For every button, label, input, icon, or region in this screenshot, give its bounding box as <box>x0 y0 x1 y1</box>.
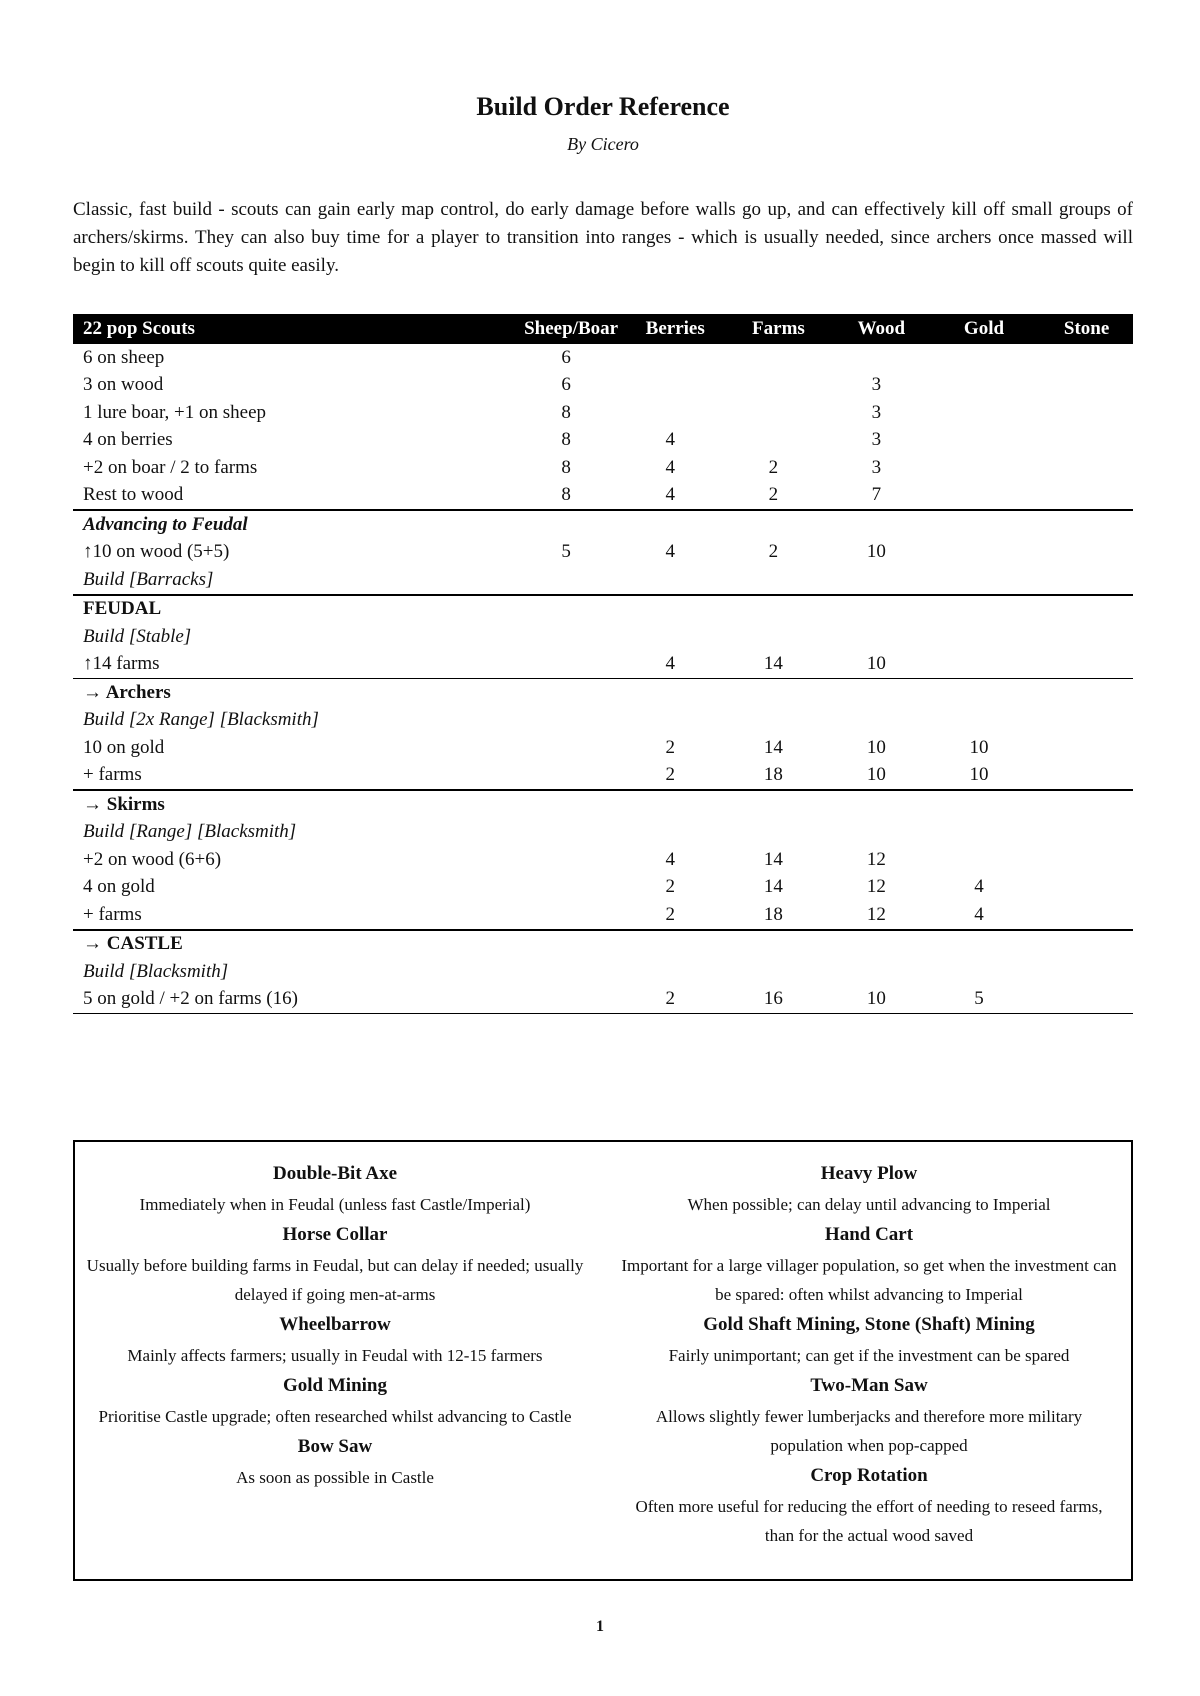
wood-cell <box>825 930 928 959</box>
sheep-cell <box>514 986 619 1014</box>
step-cell: 4 on berries <box>83 429 173 451</box>
gold-cell <box>928 790 1030 819</box>
stone-cell <box>1030 958 1133 986</box>
sheep-cell: 8 <box>561 401 571 423</box>
sheep-cell <box>514 846 619 874</box>
sheep-cell <box>514 874 619 902</box>
stone-cell <box>1030 819 1133 847</box>
berries-cell <box>619 819 722 847</box>
gold-cell <box>928 510 1030 539</box>
farms-cell: 18 <box>722 762 825 791</box>
tech-column-right <box>609 1158 1129 1550</box>
wood-cell: 3 <box>871 429 882 451</box>
berries-cell <box>619 623 722 651</box>
table-row <box>73 623 1133 651</box>
farms-cell: 14 <box>763 736 783 758</box>
table-row <box>73 819 1133 847</box>
gold-cell <box>928 372 1030 400</box>
farms-cell: 14 <box>722 651 825 679</box>
gold-cell <box>928 454 1030 482</box>
step-cell: 10 on gold <box>83 736 165 758</box>
farms-cell <box>722 399 825 427</box>
step-cell: → CASTLE <box>83 933 183 955</box>
step-cell: +2 on boar / 2 to farms <box>83 456 258 478</box>
stone-cell <box>1030 510 1133 539</box>
step-cell: Build [Blacksmith] <box>83 960 229 982</box>
farms-cell <box>722 510 825 539</box>
berries-cell <box>619 790 722 819</box>
sheep-cell <box>514 819 619 847</box>
step-cell: Rest to wood <box>73 482 514 511</box>
farms-cell: 16 <box>722 986 825 1014</box>
farms-cell <box>722 930 825 959</box>
step-cell: 3 on wood <box>83 374 164 396</box>
berries-cell: 2 <box>619 986 722 1014</box>
table-row <box>73 427 1133 455</box>
stone-cell <box>1030 595 1133 624</box>
sheep-cell <box>514 595 619 624</box>
berries-cell <box>619 707 722 735</box>
gold-cell: 10 <box>969 736 989 758</box>
wood-cell <box>825 819 928 847</box>
header-wood: Wood <box>825 314 928 344</box>
step-cell: 1 lure boar, +1 on sheep <box>83 401 267 423</box>
tech-reference-box <box>73 1140 1133 1581</box>
wood-cell: 10 <box>866 736 886 758</box>
farms-cell <box>722 566 825 595</box>
header-stone: Stone <box>1030 314 1133 344</box>
wood-cell: 10 <box>825 651 928 679</box>
table-row <box>73 539 1133 567</box>
farms-cell <box>722 958 825 986</box>
tech-description: Important for a large villager population, so get when the investment can be spared: often whilst advancing to Imperial <box>621 1256 1117 1304</box>
author-byline: By Cicero <box>567 134 639 154</box>
tech-name: Horse Collar <box>282 1224 388 1245</box>
table-row <box>73 651 1133 679</box>
table-row <box>73 734 1133 762</box>
wood-cell: 10 <box>825 986 928 1014</box>
tech-name: Gold Mining <box>283 1375 387 1396</box>
tech-name: Bow Saw <box>297 1436 373 1457</box>
header-sheep-boar: Sheep/Boar <box>514 314 619 344</box>
step-cell: 4 on gold <box>83 876 155 898</box>
gold-cell <box>928 819 1030 847</box>
wood-cell: 7 <box>825 482 928 511</box>
wood-cell: 12 <box>866 848 886 870</box>
tech-description: Often more useful for reducing the effort of needing to reseed farms, than for the actual wood saved <box>635 1497 1103 1545</box>
farms-cell <box>722 372 825 400</box>
sheep-cell <box>514 734 619 762</box>
step-cell: ↑10 on wood (5+5) <box>83 541 230 563</box>
farms-cell: 2 <box>768 456 779 478</box>
berries-cell <box>619 958 722 986</box>
gold-cell <box>928 566 1030 595</box>
build-order-table <box>73 314 1133 1014</box>
sheep-cell: 6 <box>561 374 571 396</box>
sheep-cell <box>514 901 619 930</box>
tech-column-left <box>75 1158 595 1492</box>
wood-cell <box>825 344 928 372</box>
stone-cell <box>1030 762 1133 791</box>
stone-cell <box>1030 707 1133 735</box>
step-cell: Build [Range] [Blacksmith] <box>83 821 297 843</box>
gold-cell <box>928 930 1030 959</box>
tech-description: Allows slightly fewer lumberjacks and therefore more military population when pop-capped <box>655 1407 1083 1455</box>
table-row <box>73 482 1133 511</box>
farms-cell: 2 <box>768 541 779 563</box>
stone-cell <box>1030 846 1133 874</box>
table-row <box>73 790 1133 819</box>
gold-cell <box>928 623 1030 651</box>
berries-cell <box>619 344 722 372</box>
berries-cell <box>619 930 722 959</box>
wood-cell <box>825 958 928 986</box>
table-row <box>73 566 1133 595</box>
stone-cell <box>1030 734 1133 762</box>
gold-cell <box>928 707 1030 735</box>
tech-description: Immediately when in Feudal (unless fast Castle/Imperial) <box>139 1195 531 1214</box>
berries-cell: 4 <box>665 848 675 870</box>
farms-cell <box>722 707 825 735</box>
stone-cell <box>1030 651 1133 679</box>
step-cell: ↑14 farms <box>73 651 514 679</box>
step-cell: Build [Barracks] <box>73 566 514 595</box>
step-cell: 5 on gold / +2 on farms (16) <box>73 986 514 1014</box>
table-row <box>73 595 1133 624</box>
berries-cell: 2 <box>619 762 722 791</box>
step-cell: + farms <box>73 762 514 791</box>
step-cell: Build [2x Range] [Blacksmith] <box>83 709 319 731</box>
table-body <box>73 344 1133 1014</box>
wood-cell <box>825 623 928 651</box>
page-number: 1 <box>596 1618 604 1635</box>
wood-cell <box>825 790 928 819</box>
gold-cell: 4 <box>974 876 984 898</box>
farms-cell: 2 <box>722 482 825 511</box>
sheep-cell <box>514 958 619 986</box>
sheep-cell <box>514 510 619 539</box>
wood-cell <box>825 595 928 624</box>
tech-name: Heavy Plow <box>820 1163 918 1184</box>
farms-cell <box>722 427 825 455</box>
berries-cell: 2 <box>619 901 722 930</box>
berries-cell <box>619 566 722 595</box>
tech-description: When possible; can delay until advancing to Imperial <box>687 1195 1051 1214</box>
header-farms: Farms <box>722 314 825 344</box>
sheep-cell: 8 <box>561 429 571 451</box>
berries-cell: 4 <box>665 541 675 563</box>
step-cell: → Skirms <box>83 793 165 815</box>
sheep-cell <box>514 679 619 707</box>
table-row <box>73 930 1133 959</box>
table-row <box>73 707 1133 735</box>
stone-cell <box>1030 930 1133 959</box>
tech-name: Hand Cart <box>824 1224 914 1245</box>
stone-cell <box>1030 344 1133 372</box>
table-row <box>73 399 1133 427</box>
gold-cell <box>928 427 1030 455</box>
wood-cell: 3 <box>871 401 882 423</box>
sheep-cell <box>514 651 619 679</box>
table-row <box>73 344 1133 372</box>
gold-cell <box>928 958 1030 986</box>
berries-cell <box>619 510 722 539</box>
tech-description: Usually before building farms in Feudal, but can delay if needed; usually delayed if going men-at-arms <box>86 1256 584 1304</box>
wood-cell <box>825 679 928 707</box>
gold-cell: 5 <box>928 986 1030 1014</box>
farms-cell: 18 <box>722 901 825 930</box>
stone-cell <box>1030 901 1133 930</box>
table-row <box>73 901 1133 930</box>
page-title: Build Order Reference <box>476 92 730 121</box>
stone-cell <box>1030 482 1133 511</box>
wood-cell <box>825 566 928 595</box>
tech-description: Fairly unimportant; can get if the investment can be spared <box>668 1346 1070 1365</box>
table-row <box>73 372 1133 400</box>
sheep-cell: 5 <box>561 541 571 563</box>
farms-cell <box>722 623 825 651</box>
gold-cell <box>928 539 1030 567</box>
wood-cell: 12 <box>825 901 928 930</box>
sheep-cell: 8 <box>514 482 619 511</box>
gold-cell <box>928 482 1030 511</box>
tech-name: Wheelbarrow <box>279 1314 391 1335</box>
berries-cell: 4 <box>665 429 675 451</box>
table-row <box>73 762 1133 791</box>
tech-name: Gold Shaft Mining, Stone (Shaft) Mining <box>703 1314 1035 1335</box>
wood-cell: 3 <box>871 456 882 478</box>
sheep-cell <box>514 790 619 819</box>
farms-cell <box>722 344 825 372</box>
gold-cell <box>928 344 1030 372</box>
stone-cell <box>1030 399 1133 427</box>
berries-cell: 4 <box>619 651 722 679</box>
intro-paragraph: Classic, fast build - scouts can gain early map control, do early damage before walls go up, and can effectively kill off small groups of archers/skirms. They can also buy time for a player to transition into ranges - which is usually needed, since archers once massed will begin to kill off scouts quite easily. <box>73 199 1133 276</box>
header-gold: Gold <box>928 314 1030 344</box>
farms-cell: 14 <box>763 876 783 898</box>
stone-cell <box>1030 539 1133 567</box>
berries-cell: 4 <box>619 482 722 511</box>
wood-cell: 12 <box>866 876 886 898</box>
berries-cell: 4 <box>665 456 675 478</box>
gold-cell: 4 <box>928 901 1030 930</box>
gold-cell <box>928 651 1030 679</box>
header-build: 22 pop Scouts <box>73 314 514 344</box>
farms-cell <box>722 595 825 624</box>
step-cell: → Archers <box>83 681 171 703</box>
table-row <box>73 454 1133 482</box>
sheep-cell: 8 <box>561 456 571 478</box>
stone-cell <box>1030 623 1133 651</box>
sheep-cell <box>514 566 619 595</box>
berries-cell: 2 <box>665 876 675 898</box>
wood-cell: 10 <box>825 762 928 791</box>
berries-cell: 2 <box>665 736 675 758</box>
wood-cell <box>825 510 928 539</box>
berries-cell <box>619 679 722 707</box>
stone-cell <box>1030 790 1133 819</box>
table-row <box>73 679 1133 707</box>
sheep-cell <box>514 930 619 959</box>
berries-cell <box>619 399 722 427</box>
wood-cell: 10 <box>866 541 886 563</box>
sheep-cell <box>514 707 619 735</box>
gold-cell <box>928 679 1030 707</box>
farms-cell: 14 <box>763 848 783 870</box>
step-cell: +2 on wood (6+6) <box>83 848 222 870</box>
table-row <box>73 846 1133 874</box>
tech-name: Crop Rotation <box>810 1465 928 1486</box>
stone-cell <box>1030 427 1133 455</box>
step-cell: + farms <box>73 901 514 930</box>
wood-cell: 3 <box>871 374 882 396</box>
table-row <box>73 986 1133 1014</box>
stone-cell <box>1030 454 1133 482</box>
step-cell: FEUDAL <box>83 598 162 620</box>
stone-cell <box>1030 874 1133 902</box>
sheep-cell <box>514 623 619 651</box>
header-berries: Berries <box>619 314 722 344</box>
tech-description: Prioritise Castle upgrade; often researched whilst advancing to Castle <box>98 1407 572 1426</box>
table-row <box>73 958 1133 986</box>
step-cell: 6 on sheep <box>83 346 165 368</box>
table-row <box>73 510 1133 539</box>
gold-cell <box>928 846 1030 874</box>
stone-cell <box>1030 566 1133 595</box>
stone-cell <box>1030 986 1133 1014</box>
gold-cell: 10 <box>928 762 1030 791</box>
berries-cell <box>619 372 722 400</box>
farms-cell <box>722 790 825 819</box>
sheep-cell <box>514 762 619 791</box>
sheep-cell: 6 <box>561 346 571 368</box>
farms-cell <box>722 679 825 707</box>
tech-name: Double-Bit Axe <box>272 1163 398 1184</box>
table-row <box>73 874 1133 902</box>
stone-cell <box>1030 679 1133 707</box>
stone-cell <box>1030 372 1133 400</box>
gold-cell <box>928 399 1030 427</box>
tech-name: Two-Man Saw <box>810 1375 928 1396</box>
berries-cell <box>619 595 722 624</box>
step-cell: Advancing to Feudal <box>83 513 248 535</box>
farms-cell <box>722 819 825 847</box>
table-header-row <box>73 314 1133 344</box>
gold-cell <box>928 595 1030 624</box>
wood-cell <box>825 707 928 735</box>
step-cell: Build [Stable] <box>83 625 192 647</box>
tech-description: Mainly affects farmers; usually in Feudal with 12-15 farmers <box>127 1346 543 1365</box>
tech-description: As soon as possible in Castle <box>236 1468 434 1487</box>
